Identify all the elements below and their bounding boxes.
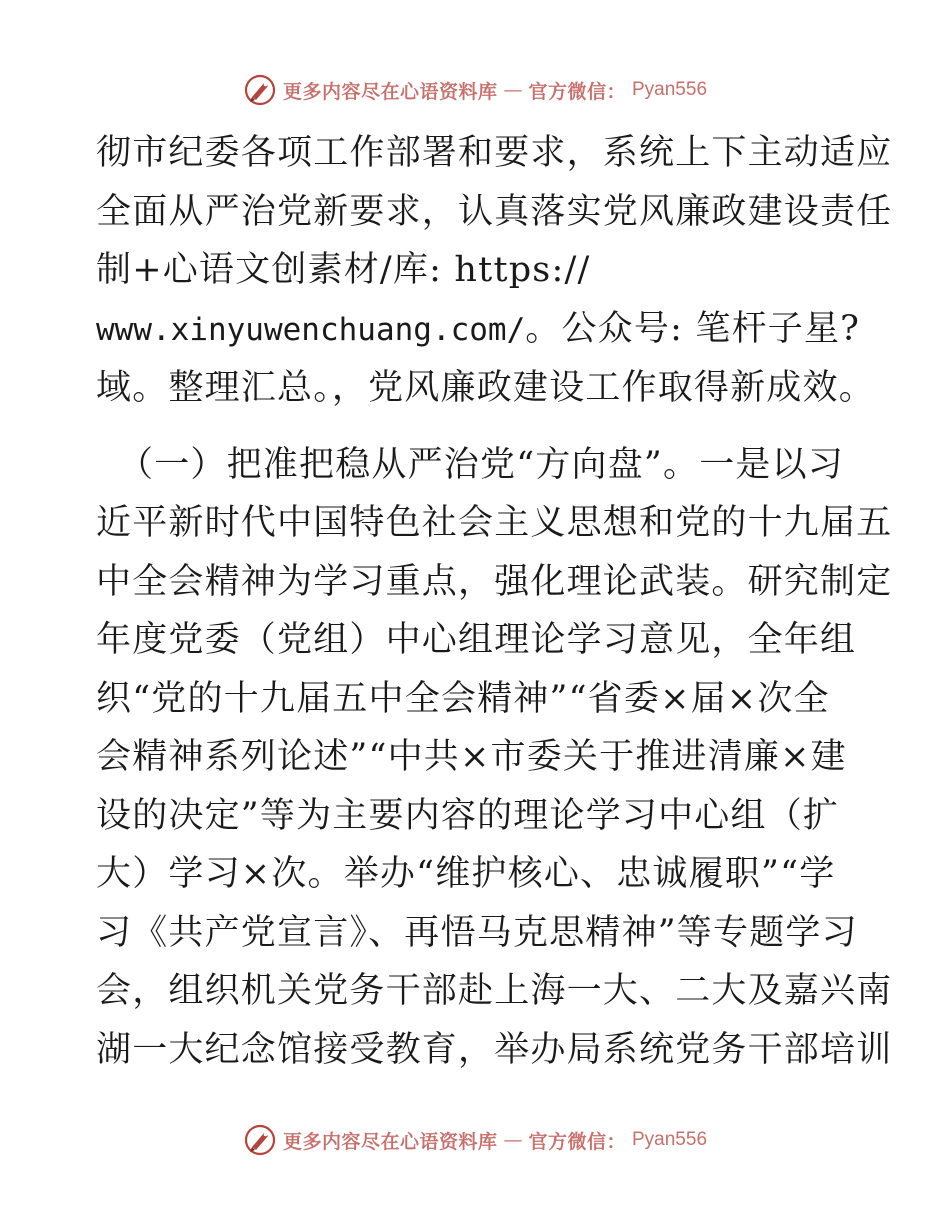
footer-contact-label: 官方微信： — [528, 1130, 626, 1153]
text-line: 湖一大纪念馆接受教育，举办局系统党务干部培训 — [96, 1029, 893, 1070]
text-line: 全面从严治党新要求，认真落实党风廉政建设责任 — [96, 191, 893, 232]
url-text: www.xinyuwenchuang.com/ — [96, 311, 526, 348]
text-line: 织“党的十九届五中全会精神”“省委×届×次全 — [96, 678, 830, 719]
text-line: 大）学习×次。举办“维护核心、忠诚履职”“学 — [96, 854, 836, 894]
header-contact-id: Pyan556 — [632, 79, 708, 100]
text-line: 习《共产党宣言》、再悟马克思精神”等专题学习 — [96, 912, 858, 953]
text-line: 制+心语文创素材/库: https:// — [96, 250, 591, 290]
text-line: 设的决定”等为主要内容的理论学习中心组（扩 — [96, 795, 840, 836]
header-brand-text: 更多内容尽在心语资料库 — [282, 80, 498, 103]
paragraph-heading-line: （一）把准把稳从严治党“方向盘”。一是以习 — [118, 444, 844, 485]
text-line: 年度党委（党组）中心组理论学习意见，全年组 — [96, 620, 857, 660]
text-line: 会，组织机关党务干部赴上海一大、二大及嘉兴南 — [96, 971, 893, 1011]
header-banner-inner — [243, 73, 707, 107]
document-body — [96, 124, 893, 1079]
footer-dash: — — [503, 1129, 523, 1151]
pen-nib-logo-icon — [243, 1123, 277, 1157]
url-line-suffix: 。公众号: 笔杆子星? — [525, 308, 861, 349]
text-line: 域。整理汇总。，党风廉政建设工作取得新成效。 — [96, 368, 875, 408]
header-contact-label: 官方微信： — [528, 80, 626, 103]
footer-watermark — [0, 1120, 950, 1160]
footer-contact-id: Pyan556 — [632, 1129, 708, 1150]
paragraph-spacer — [96, 418, 866, 436]
footer-brand-text: 更多内容尽在心语资料库 — [282, 1130, 498, 1153]
url-line — [96, 300, 866, 360]
text-line: 中全会精神为学习重点，强化理论武装。研究制定 — [96, 561, 893, 602]
text-line: 会精神系列论述”“中共×市委关于推进清廉×建 — [96, 737, 847, 777]
pen-nib-logo-icon — [243, 73, 277, 107]
header-watermark — [0, 70, 950, 110]
header-dash: — — [503, 79, 523, 101]
text-line: 近平新时代中国特色社会主义思想和党的十九届五 — [96, 503, 893, 543]
footer-banner-inner — [243, 1123, 707, 1157]
text-line: 彻市纪委各项工作部署和要求，系统上下主动适应 — [96, 133, 893, 173]
